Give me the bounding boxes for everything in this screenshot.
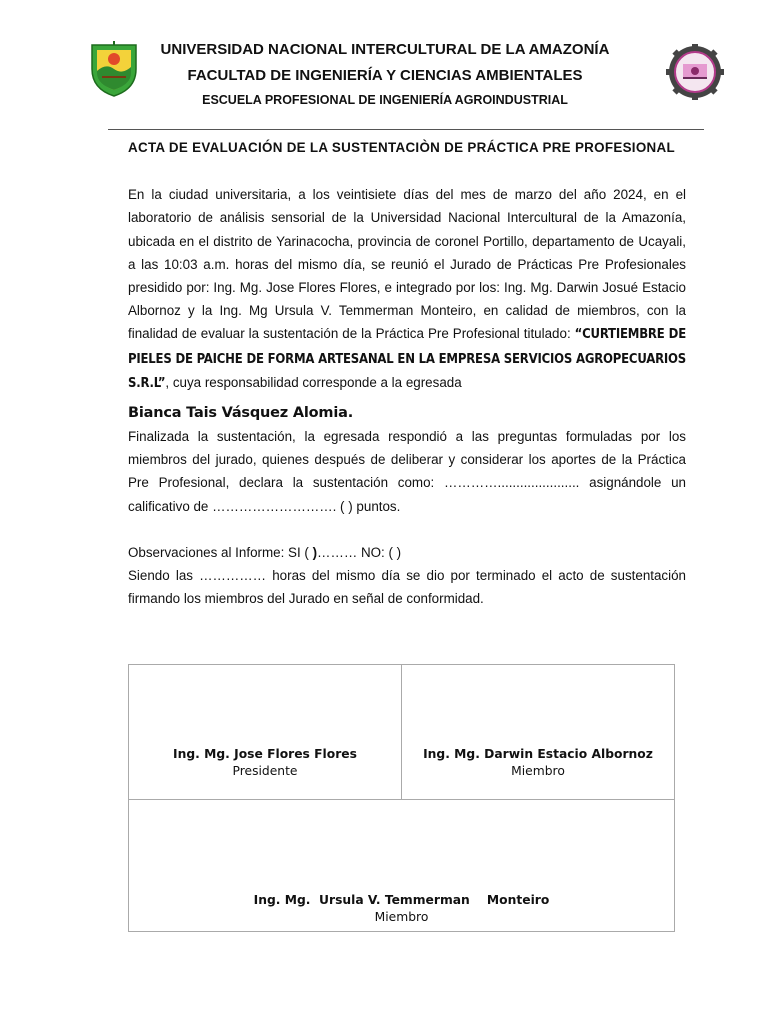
signature-cell-member-2	[129, 800, 674, 931]
school-name: ESCUELA PROFESIONAL DE INGENIERÍA AGROINDUSTRIAL	[202, 93, 568, 107]
document-body	[128, 136, 686, 610]
intro-paragraph	[128, 183, 686, 395]
signer-role: Presidente	[232, 764, 298, 778]
university-logo	[88, 39, 140, 97]
spacer	[128, 518, 686, 542]
document-title: ACTA DE EVALUACIÓN DE LA SUSTENTACIÒN DE PRÁCTICA PRE PROFESIONAL	[128, 140, 675, 155]
signer-name: Ing. Mg. Jose Flores Flores	[173, 747, 357, 761]
signer-name: Ing. Mg. Darwin Estacio Albornoz	[423, 747, 653, 761]
faculty-gear-logo	[664, 44, 726, 100]
spacer	[128, 159, 686, 183]
signature-cell-president	[129, 665, 402, 800]
thesis-title: “CURTIEMBRE DE PIELES DE PAICHE DE FORMA ARTESANAL EN LA EMPRESA SERVICIOS AGROPECUARIOS S.R.L”	[128, 327, 686, 391]
header-rule	[108, 129, 704, 130]
faculty-name: FACULTAD DE INGENIERÍA Y CIENCIAS AMBIENTALES	[187, 67, 583, 84]
closing-paragraph: Siendo las …………… horas del mismo día se dio por terminado el acto de sustentación firmando los miembros del Jurado en señal de conformidad.	[128, 568, 686, 607]
observations-label: Observaciones al Informe: SI (	[128, 544, 313, 560]
intro-tail: , cuya responsabilidad corresponde a la egresada	[165, 374, 462, 390]
result-paragraph: Finalizada la sustentación, la egresada respondió a las preguntas formuladas por los miembros del jurado, quienes después de deliberar y considerar los aportes de la Práctica Pre Profesional, declara la sustentación como: …………...................... asignándole un calificativo de ………………………. ( ) puntos.	[128, 429, 686, 514]
observations-paren: )	[312, 544, 318, 560]
signature-cell-member-1	[402, 665, 674, 800]
signer-role: Miembro	[374, 910, 429, 924]
observations-line	[128, 541, 686, 564]
signer-name: Ing. Mg. Ursula V. Temmerman Monteiro	[253, 893, 550, 907]
signer-role: Miembro	[511, 764, 565, 778]
student-name: Bianca Tais Vásquez Alomia.	[128, 405, 354, 422]
university-name: UNIVERSIDAD NACIONAL INTERCULTURAL DE LA AMAZONÍA	[160, 41, 610, 58]
observations-no: ……… NO: ( )	[317, 544, 402, 560]
signature-table	[128, 664, 675, 932]
intro-text: En la ciudad universitaria, a los veintisiete días del mes de marzo del año 2024, en el laboratorio de análisis sensorial de la Universidad Nacional Intercultural de la Amazonía, ubicada en el distrito de Yarinacocha, provincia de coronel Portillo, departamento de Ucayali, a las 10:03 a.m. horas del mismo día, se reunió el Jurado de Prácticas Pre Profesionales presidido por: Ing. Mg. Jose Flores Flores, e integrado por los: Ing. Mg. Darwin Josué Estacio Albornoz y la Ing. Mg Ursula V. Temmerman Monteiro, en calidad de miembros, con la finalidad de evaluar la sustentación de la Práctica Pre Profesional titulado:	[128, 187, 686, 342]
